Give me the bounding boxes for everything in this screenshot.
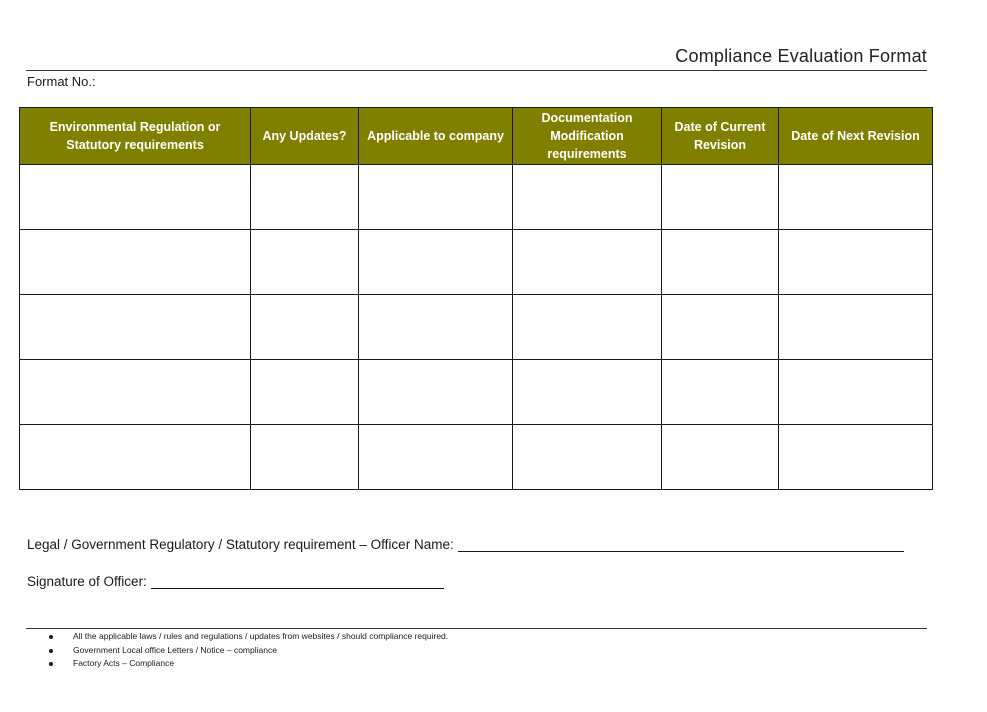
signature-field[interactable] (151, 574, 444, 589)
table-cell[interactable] (251, 165, 359, 230)
table-cell[interactable] (359, 165, 513, 230)
table-cell[interactable] (251, 425, 359, 490)
note-text: Factory Acts – Compliance (73, 658, 175, 668)
list-item (48, 657, 448, 671)
list-item (48, 630, 448, 644)
notes-list (48, 630, 448, 671)
document-title: Compliance Evaluation Format (675, 46, 927, 66)
bullet-icon (49, 649, 53, 653)
header-documentation-modification: Documentation Modification requirements (513, 108, 662, 165)
table-cell[interactable] (779, 360, 933, 425)
format-number-label: Format No.: (27, 74, 96, 89)
table-cell[interactable] (662, 295, 779, 360)
table-cell[interactable] (513, 165, 662, 230)
officer-name-label: Legal / Government Regulatory / Statutory requirement – Officer Name: (27, 537, 454, 552)
table-cell[interactable] (251, 295, 359, 360)
table-cell[interactable] (779, 165, 933, 230)
table-cell[interactable] (20, 425, 251, 490)
table-cell[interactable] (251, 360, 359, 425)
list-item (48, 644, 448, 658)
table-cell[interactable] (20, 230, 251, 295)
notes-divider (26, 628, 927, 629)
table-cell[interactable] (513, 230, 662, 295)
officer-name-field[interactable] (458, 537, 904, 552)
table-cell[interactable] (779, 425, 933, 490)
table-cell[interactable] (359, 425, 513, 490)
note-text: All the applicable laws / rules and regulations / updates from websites / should compliance required. (73, 631, 449, 641)
bullet-icon (49, 662, 53, 666)
officer-name-row (27, 537, 904, 552)
table-cell[interactable] (20, 165, 251, 230)
bullet-icon (49, 635, 53, 639)
header-any-updates: Any Updates? (251, 108, 359, 165)
signature-row (27, 574, 444, 589)
table-cell[interactable] (662, 425, 779, 490)
table-row (20, 425, 933, 490)
table-cell[interactable] (779, 295, 933, 360)
header-date-current-revision: Date of Current Revision (662, 108, 779, 165)
table-row (20, 295, 933, 360)
table-cell[interactable] (662, 230, 779, 295)
header-environmental-regulation: Environmental Regulation or Statutory requirements (20, 108, 251, 165)
table-cell[interactable] (513, 295, 662, 360)
table-cell[interactable] (251, 230, 359, 295)
header-date-next-revision: Date of Next Revision (779, 108, 933, 165)
header-applicable-to-company: Applicable to company (359, 108, 513, 165)
title-divider (26, 70, 927, 71)
table-row (20, 360, 933, 425)
table-cell[interactable] (359, 230, 513, 295)
table-header-row (20, 108, 933, 165)
table-row (20, 165, 933, 230)
note-text: Government Local office Letters / Notice – compliance (73, 644, 277, 655)
table-cell[interactable] (20, 360, 251, 425)
table-cell[interactable] (662, 165, 779, 230)
signature-label: Signature of Officer: (27, 574, 147, 589)
table-cell[interactable] (20, 295, 251, 360)
compliance-evaluation-table (19, 107, 933, 490)
table-cell[interactable] (359, 295, 513, 360)
table-cell[interactable] (513, 425, 662, 490)
table-row (20, 230, 933, 295)
table-cell[interactable] (513, 360, 662, 425)
table-cell[interactable] (779, 230, 933, 295)
table-cell[interactable] (662, 360, 779, 425)
table-cell[interactable] (359, 360, 513, 425)
